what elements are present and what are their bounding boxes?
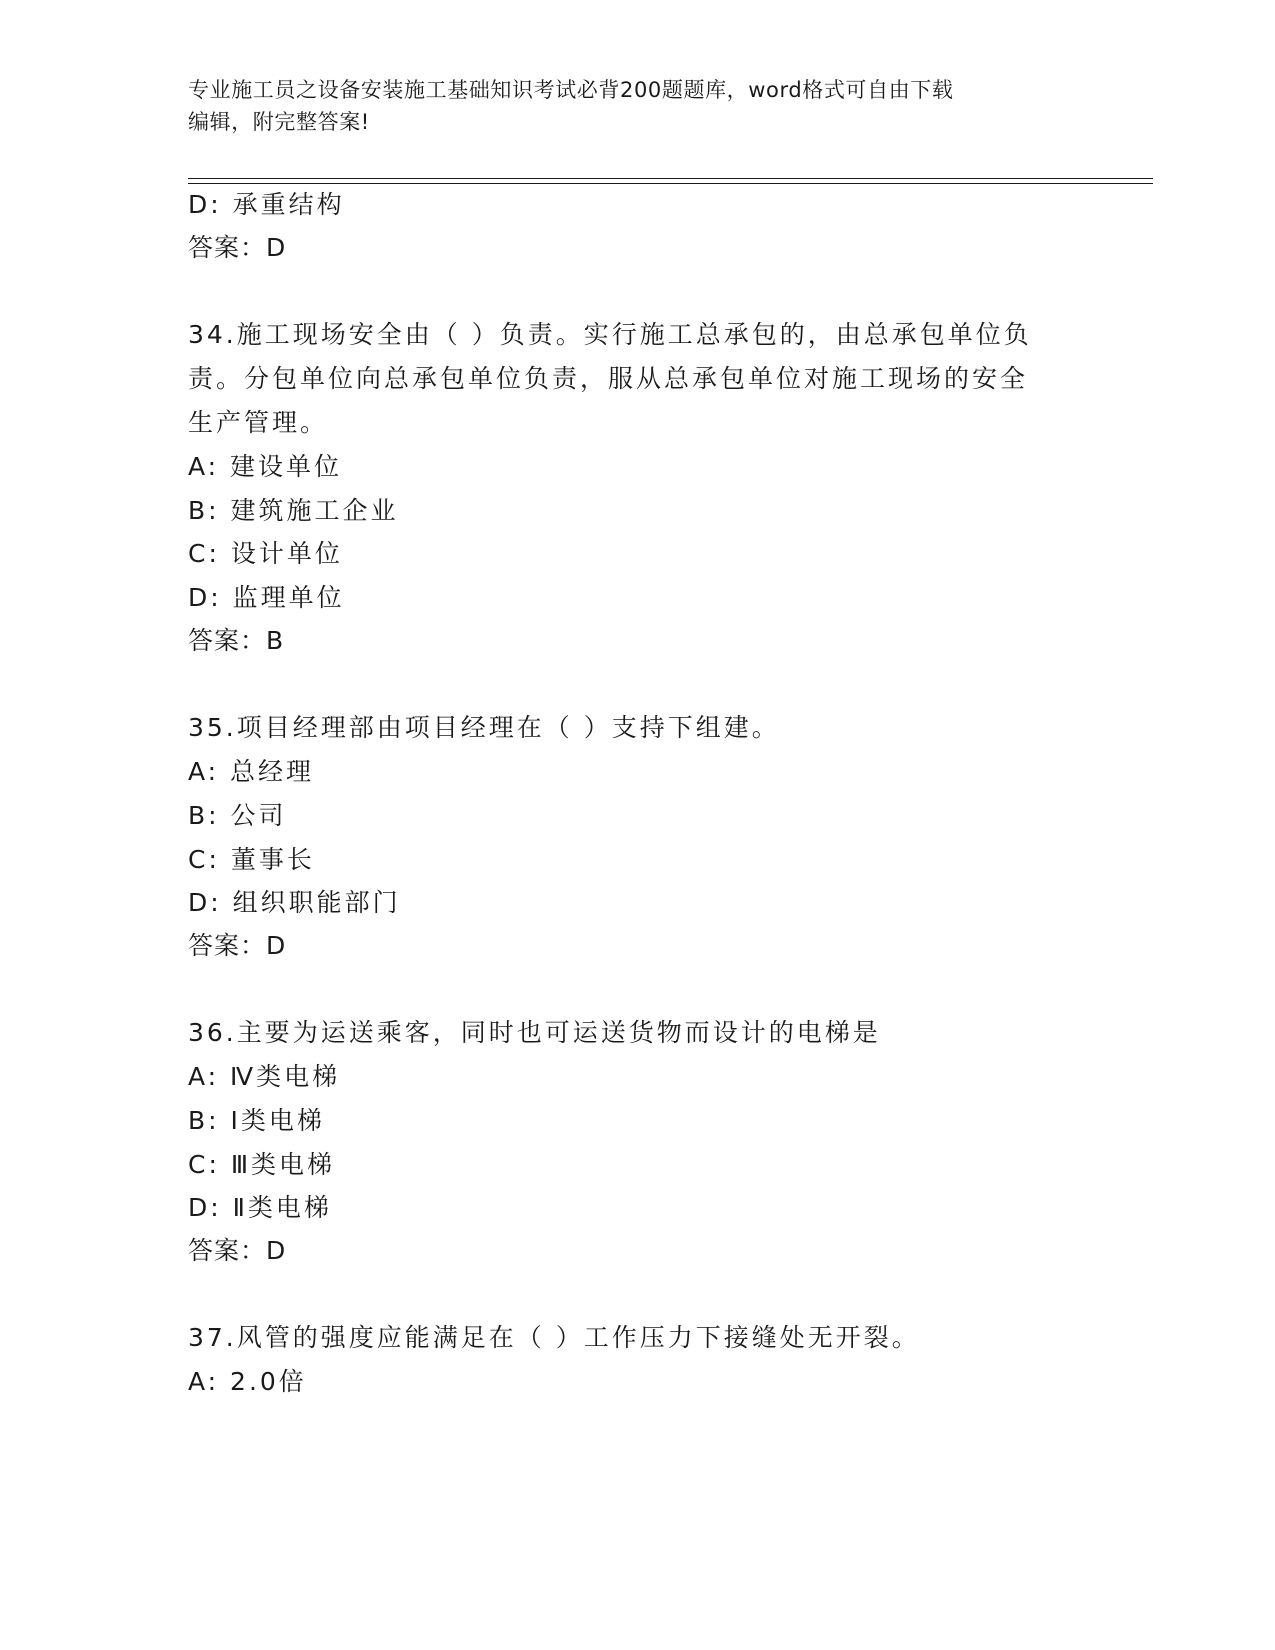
q36-option-c: C: Ⅲ类电梯 — [188, 1150, 336, 1179]
q35-option-b: B: 公司 — [188, 801, 287, 830]
q36-option-b: B: Ⅰ类电梯 — [188, 1106, 325, 1135]
q35-option-d: D: 组织职能部门 — [188, 888, 401, 917]
document-header — [188, 74, 1088, 138]
q36-option-d: D: Ⅱ类电梯 — [188, 1193, 332, 1222]
q34-option-a: A: 建设单位 — [188, 452, 343, 481]
q37-option-a: A: 2.0倍 — [188, 1367, 307, 1396]
q35-answer: 答案：D — [188, 931, 287, 960]
q35-option-a: A: 总经理 — [188, 757, 315, 786]
q34-option-d: D: 监理单位 — [188, 583, 345, 612]
q34-stem-line-1: 34.施工现场安全由（ ）负责。实行施工总承包的，由总承包单位负 — [188, 320, 1032, 349]
header-divider-bottom — [188, 183, 1153, 184]
q34-option-c: C: 设计单位 — [188, 539, 343, 568]
q36-stem-line-1: 36.主要为运送乘客，同时也可运送货物而设计的电梯是 — [188, 1018, 881, 1047]
header-line-2: 编辑，附完整答案! — [188, 110, 370, 134]
q35-stem-line-1: 35.项目经理部由项目经理在（ ）支持下组建。 — [188, 713, 780, 742]
prev-option-d: D: 承重结构 — [188, 190, 345, 219]
header-divider-top — [188, 178, 1153, 179]
q36-option-a: A: Ⅳ类电梯 — [188, 1062, 341, 1091]
q34-stem-line-2: 责。分包单位向总承包单位负责，服从总承包单位对施工现场的安全 — [188, 364, 1029, 393]
q36-answer: 答案：D — [188, 1236, 287, 1265]
header-line-1: 专业施工员之设备安装施工基础知识考试必背200题题库，word格式可自由下载 — [188, 78, 954, 102]
q37-stem-line-1: 37.风管的强度应能满足在（ ）工作压力下接缝处无开裂。 — [188, 1323, 920, 1352]
prev-answer: 答案：D — [188, 233, 287, 262]
q35-option-c: C: 董事长 — [188, 845, 315, 874]
q34-stem-line-3: 生产管理。 — [188, 408, 329, 437]
q34-answer: 答案：B — [188, 626, 285, 655]
q34-option-b: B: 建筑施工企业 — [188, 496, 399, 525]
